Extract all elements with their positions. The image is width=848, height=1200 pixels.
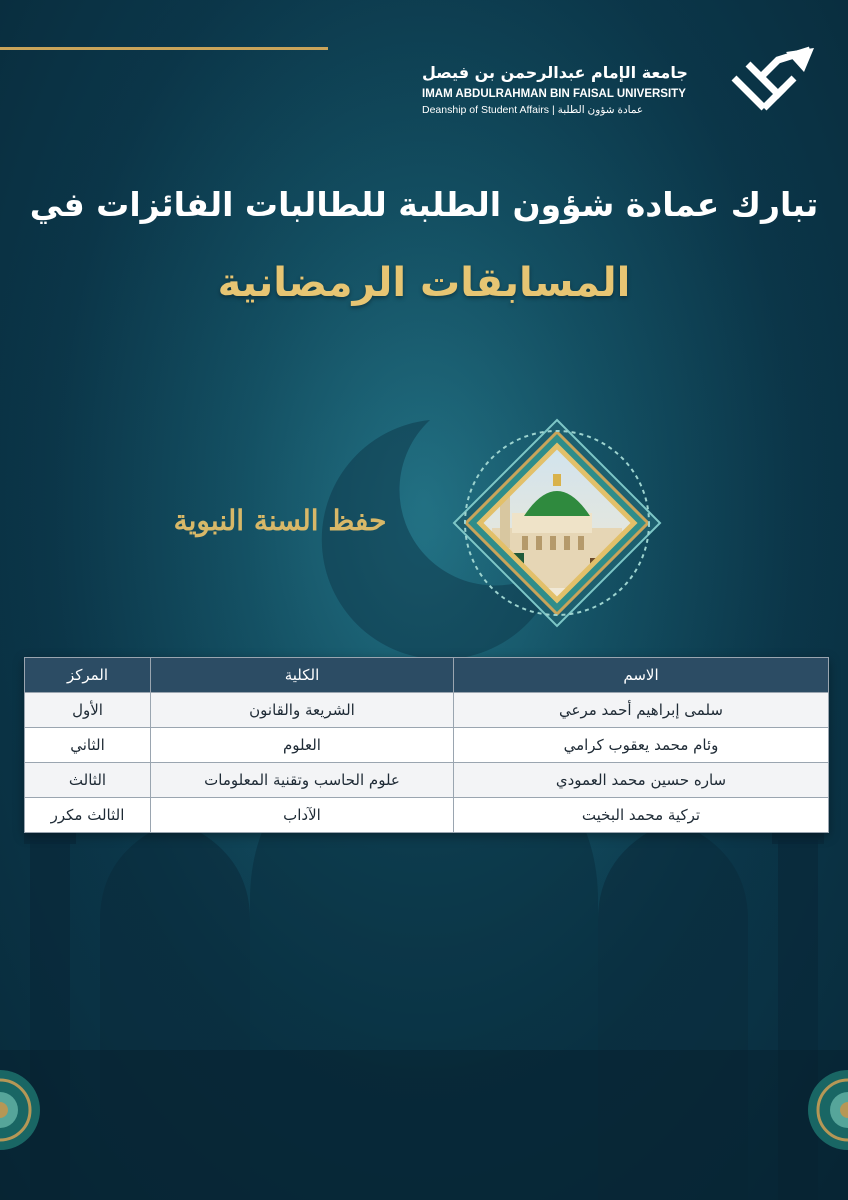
congrats-heading: تبارك عمادة شؤون الطلبة للطالبات الفائزات في (29, 185, 819, 224)
university-logo-block (422, 46, 818, 126)
cell-rank: الثاني (25, 728, 151, 763)
cell-name: تركية محمد البخيت (454, 798, 829, 833)
header-rank: المركز (25, 658, 151, 693)
winners-table (24, 657, 829, 833)
header-name: الاسم (454, 658, 829, 693)
cell-rank: الثالث (25, 763, 151, 798)
university-logo-icon (724, 46, 818, 126)
ramadan-competitions-heading: المسابقات الرمضانية (217, 260, 631, 306)
competition-title: حفظ السنة النبوية (173, 504, 387, 537)
cell-college: الآداب (151, 798, 454, 833)
university-name-en: IMAM ABDULRAHMAN BIN FAISAL UNIVERSITY (422, 88, 686, 100)
table-row (25, 728, 829, 763)
table-row (25, 693, 829, 728)
table-header-row (25, 658, 829, 693)
cell-college: العلوم (151, 728, 454, 763)
header-college: الكلية (151, 658, 454, 693)
cell-name: سلمى إبراهيم أحمد مرعي (454, 693, 829, 728)
table-row (25, 763, 829, 798)
cell-rank: الثالث مكرر (25, 798, 151, 833)
table-row (25, 798, 829, 833)
deanship-name: Deanship of Student Affairs | عمادة شؤون الطلبة (422, 104, 644, 116)
logo-text (422, 62, 702, 118)
cell-name: ساره حسين محمد العمودي (454, 763, 829, 798)
cell-college: علوم الحاسب وتقنية المعلومات (151, 763, 454, 798)
cell-name: وئام محمد يعقوب كرامي (454, 728, 829, 763)
cell-rank: الأول (25, 693, 151, 728)
prophets-mosque-medallion (452, 418, 662, 628)
university-name-ar: جامعة الإمام عبدالرحمن بن فيصل (422, 63, 688, 82)
gold-divider-line (0, 47, 328, 50)
cell-college: الشريعة والقانون (151, 693, 454, 728)
